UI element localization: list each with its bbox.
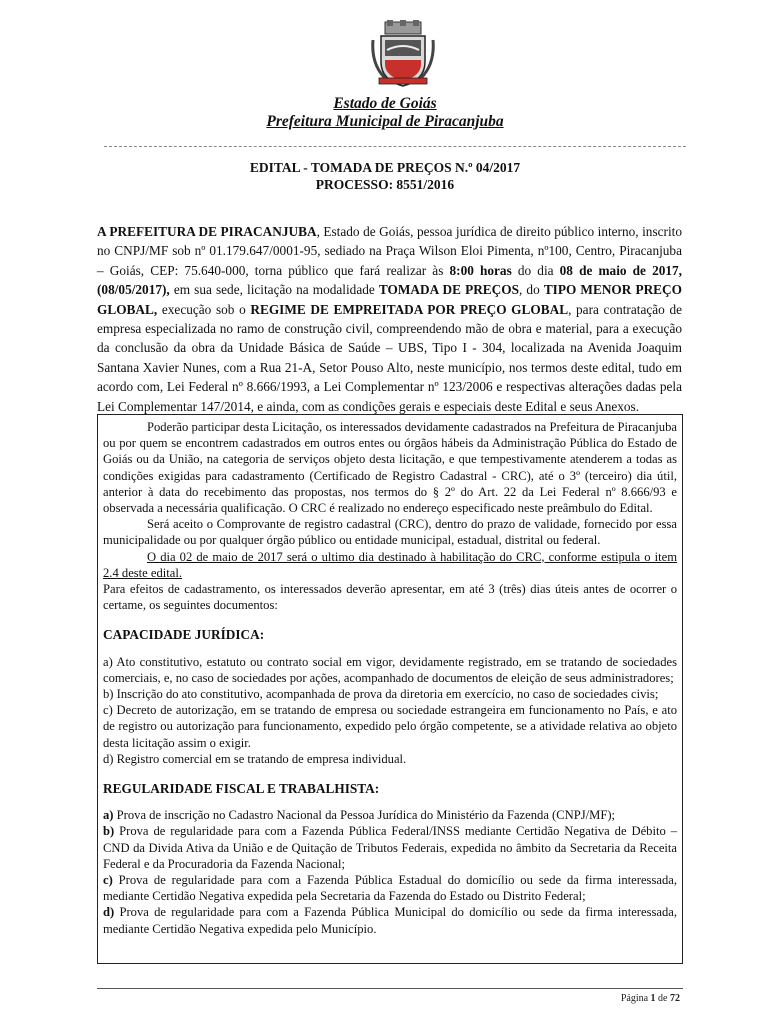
- list-item: c) Prova de regularidade para com a Fazenda Pública Estadual do domicílio ou sede da firma interessada, mediante Certidão Negativa expedida pela Secretaria da Fazenda do Estado ou Distrito Federal;: [103, 873, 677, 904]
- intro-paragraph: A PREFEITURA DE PIRACANJUBA, Estado de Goiás, pessoa jurídica de direito público interno, inscrito no CNPJ/MF sob nº 01.179.647/0001-95, sediado na Praça Wilson Eloi Pimenta, nº100, Centro, Piracanjuba – Goiás, CEP: 75.640-000, torna público que fará realizar às 8:00 horas do dia 08 de maio de 2017, (08/05/2017), em sua sede, licitação na modalidade TOMADA DE PREÇOS, do TIPO MENOR PREÇO GLOBAL, execução sob o REGIME DE EMPREITADA POR PREÇO GLOBAL, para contratação de empresa especializada no ramo de construção civil, compreendendo mão de obra e material, para a execução da conclusão da obra da Unidade Básica de Saúde – UBS, Tipo I - 304, localizada na Avenida Joaquim Santana Xavier Nunes, com a Rua 21-A, Setor Pouso Alto, neste município, nos termos deste edital, tudo em acordo com, Lei Federal nº 8.666/1993, a Lei Complementar nº 123/2006 e respectivas alterações dadas pela Lei Complementar 147/2014, e ainda, com as condições gerais e especiais deste Edital e seus Anexos.: [97, 224, 682, 414]
- list-item: b) Inscrição do ato constitutivo, acompanhada de prova da diretoria em exercício, no caso de sociedades civis;: [103, 687, 659, 702]
- list-item: c) Decreto de autorização, em se tratando de empresa ou sociedade estrangeira em funcionamento no País, e ato de registro ou autorização para funcionamento, expedido pelo órgão competente, se a atividade relativa ao objeto desta licitação assim o exigir.: [103, 703, 677, 750]
- processo-title: PROCESSO: 8551/2016: [315, 177, 455, 192]
- list-item: a) Ato constitutivo, estatuto ou contrato social em vigor, devidamente registrado, em se tratando de sociedades comerciais, e, no caso de sociedades por ações, acompanhado de documentos de eleição de seus administradores;: [103, 654, 677, 685]
- header-state: Estado de Goiás: [333, 95, 437, 112]
- crc-paragraph: Será aceito o Comprovante de registro cadastral (CRC), dentro do prazo de validade, fornecido por essa municipalidade ou por qualquer órgão público ou entidade municipal, estadual, distrital ou federal.: [103, 517, 677, 548]
- documents-intro-paragraph: Para efeitos de cadastramento, os interessados deverão apresentar, em até 3 (três) dias úteis antes de ocorrer o certame, os seguintes documentos:: [103, 582, 677, 613]
- footer-divider: [97, 988, 683, 989]
- header-prefeitura: Prefeitura Municipal de Piracanjuba: [266, 113, 504, 130]
- list-item: d) Prova de regularidade para com a Fazenda Pública Municipal do domicílio ou sede da firma interessada, mediante Certidão Negativa expedida pelo Município.: [103, 905, 677, 936]
- participation-box: [97, 414, 683, 964]
- list-item: a) Prova de inscrição no Cadastro Nacional da Pessoa Jurídica do Ministério da Fazenda (CNPJ/MF);: [103, 808, 616, 823]
- list-item: b) Prova de regularidade para com a Fazenda Pública Federal/INSS mediante Certidão Negativa de Débito – CND da Divida Ativa da União e de Quitação de Tributos Federais, expedida no âmbito da Secretaria da Receita Federal e da Procuradoria da Fazenda Nacional;: [103, 824, 677, 871]
- coat-of-arms-icon: [371, 20, 435, 88]
- section-heading-fiscal: REGULARIDADE FISCAL E TRABALHISTA:: [103, 781, 380, 797]
- participation-paragraph: Poderão participar desta Licitação, os interessados devidamente cadastrados na Prefeitura de Piracanjuba ou por quem se encontrem cadastrados em outros entes ou órgãos hábeis da Administração Pública do Estado de Goiás ou da União, na categoria de serviços objeto desta licitação, e que tempestivamente atenderem a todas as condições exigidas para cadastramento (Certificado de Registro Cadastral - CRC), até o 3º (terceiro) dia útil, anterior à data do recebimento das propostas, nos termos do § 2º do Art. 22 da Lei Federal nº 8.666/93 e observada a necessária qualificação. O CRC é realizado no endereço especificado neste preâmbulo do Edital.: [103, 420, 677, 516]
- section-heading-juridica: CAPACIDADE JURÍDICA:: [103, 627, 265, 643]
- crc-deadline-paragraph: O dia 02 de maio de 2017 será o ultimo dia destinado à habilitação do CRC, conforme estipula o item 2.4 deste edital.: [103, 549, 677, 580]
- page-number: Página 1 de 72: [620, 993, 680, 1004]
- list-item: d) Registro comercial em se tratando de empresa individual.: [103, 751, 407, 766]
- edital-title: EDITAL - TOMADA DE PREÇOS N.º 04/2017: [249, 160, 521, 175]
- header-divider: [104, 146, 686, 147]
